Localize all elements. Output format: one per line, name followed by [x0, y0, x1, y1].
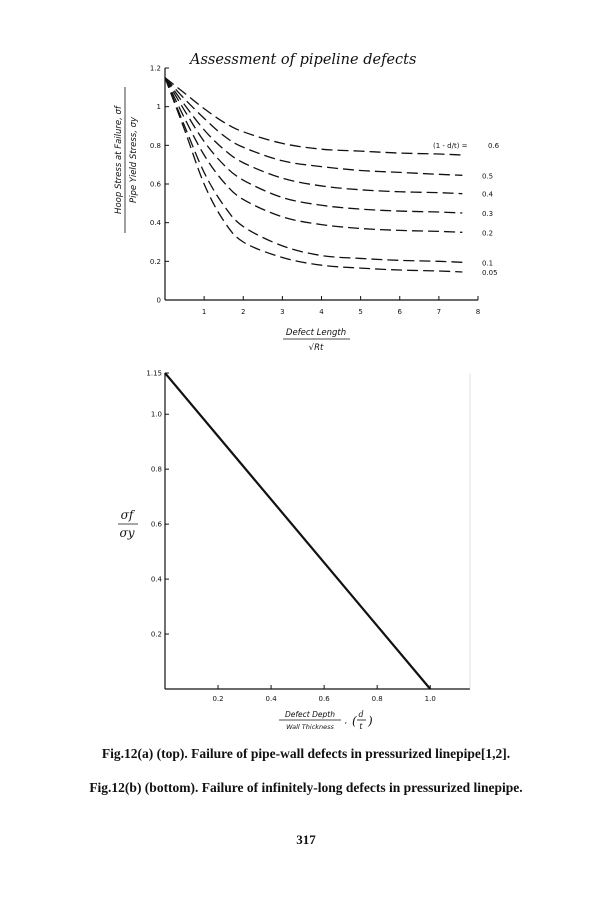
chart-b-xlabel-open-paren: (: [352, 714, 357, 728]
chart-b-xtick-label: 0.8: [371, 695, 383, 703]
running-title: Assessment of pipeline defects: [190, 52, 417, 68]
chart-a-series-label: 0.3: [482, 210, 494, 218]
chart-a-series-label: 0.5: [482, 172, 494, 181]
chart-a-xtick-label: 6: [397, 308, 402, 316]
chart-a-xtick-label: 7: [436, 308, 442, 316]
figure-caption-a: Fig.12(a) (top). Failure of pipe-wall defects in pressurized linepipe[1,2].: [101, 746, 511, 761]
chart-b-xlabel-denominator: Wall Thickness: [286, 723, 334, 731]
page-number: 317: [296, 832, 316, 847]
chart-b-series-line: [165, 373, 430, 689]
chart-b-xtick-label: 1.0: [424, 695, 436, 703]
chart-a-xlabel-numerator: Defect Length: [285, 328, 347, 338]
chart-b-ticks: [146, 370, 435, 704]
chart-b-xtick-label: 0.6: [318, 695, 330, 703]
chart-b-xlabel-t: t: [359, 722, 363, 731]
chart-a-ytick-label: 0: [156, 296, 161, 305]
chart-a-ytick-label: 1: [156, 103, 161, 112]
chart-b-xtick-label: 0.4: [265, 695, 277, 703]
chart-b-xtick-label: 0.2: [212, 695, 224, 703]
chart-a-series-label: 0.1: [482, 259, 494, 268]
chart-a-ytick-label: 0.4: [149, 219, 161, 228]
chart-a-xtick-label: 5: [358, 308, 363, 316]
chart-a-series-label: 0.2: [482, 229, 494, 238]
chart-b-ytick-label: 0.4: [150, 575, 162, 584]
chart-a-ytick-label: 0.2: [149, 257, 161, 266]
chart-b-xlabel-comma: ,: [345, 716, 348, 725]
chart-a-series-label: 0.4: [482, 190, 494, 199]
chart-b-ylabel: [118, 508, 138, 540]
chart-b-lines: [165, 373, 430, 689]
chart-a-series-label: 0.05: [482, 268, 498, 277]
chart-a-ylabel-line1: Hoop Stress at Failure, σf: [114, 106, 124, 214]
chart-b-frame: [165, 373, 470, 689]
chart-b-ytick-label: 0.6: [150, 520, 162, 529]
chart-b-ytick-label: 0.2: [150, 630, 162, 639]
chart-a-xtick-label: 1: [201, 308, 207, 316]
chart-a-xtick-label: 8: [475, 308, 481, 316]
chart-b-xlabel-close-paren: ): [368, 714, 373, 728]
figure-caption-b: Fig.12(b) (bottom). Failure of infinitely-long defects in pressurized linepipe.: [89, 780, 523, 795]
chart-b-xlabel-d: d: [358, 710, 364, 719]
chart-b-ytick-label: 1.15: [146, 369, 162, 378]
chart-a-series-label: 0.6: [488, 142, 500, 150]
chart-a-xtick-label: 4: [319, 308, 324, 316]
chart-a-ytick-label: 0.6: [149, 180, 161, 189]
chart-a-xtick-label: 2: [241, 308, 246, 316]
chart-b-xlabel-numerator: Defect Depth: [285, 710, 335, 719]
chart-a-ylabel-line2: Pipe Yield Stress, σy: [129, 116, 139, 204]
chart-b-ylabel-denominator: σy: [119, 526, 135, 540]
chart-b-xlabel: [279, 710, 373, 731]
chart-a-ytick-label: 1.2: [149, 64, 161, 73]
chart-a-ytick-label: 0.8: [149, 141, 161, 150]
chart-b-ytick-label: 0.8: [150, 465, 162, 474]
chart-b-ylabel-numerator: σf: [120, 508, 134, 522]
chart-a-xtick-label: 3: [280, 308, 285, 316]
chart-b-ytick-label: 1.0: [150, 410, 162, 419]
chart-a-annotation-prefix: (1 - d/t) =: [433, 142, 468, 150]
chart-a-xlabel-denominator: √Rt: [308, 343, 324, 353]
